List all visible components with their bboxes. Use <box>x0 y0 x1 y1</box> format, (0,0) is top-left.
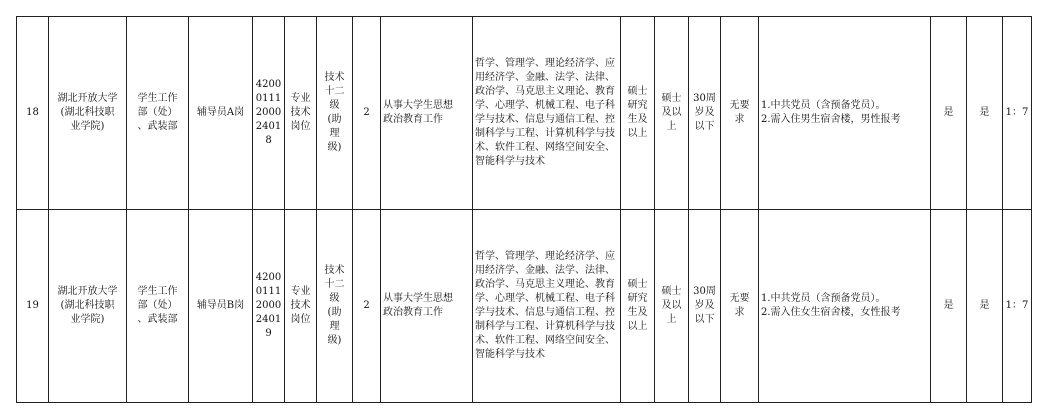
dept-cell: 学生工作 部（处） 、武装部 <box>127 210 189 403</box>
flag1-cell: 是 <box>931 210 967 403</box>
degree-cell: 硕士 及以 上 <box>655 17 689 210</box>
duty-cell: 从事大学生思想 政治教育工作 <box>381 17 473 210</box>
flag2-cell: 是 <box>967 210 1003 403</box>
post-code-cell: 4200 0111 2000 2401 8 <box>253 17 285 210</box>
age-cell: 30周 岁及 以下 <box>689 210 721 403</box>
post-name-cell: 辅导员B岗 <box>189 210 253 403</box>
level-cell: 技术 十二 级 (助 理 级) <box>317 17 353 210</box>
ratio-cell: 1：7 <box>1003 17 1032 210</box>
degree-cell: 硕士 及以 上 <box>655 210 689 403</box>
post-code-cell: 4200 0111 2000 2401 9 <box>253 210 285 403</box>
post-type-cell: 专业 技术 岗位 <box>285 17 317 210</box>
table-row <box>17 17 1032 210</box>
flag2-cell: 是 <box>967 17 1003 210</box>
flag1-cell: 是 <box>931 17 967 210</box>
age-cell: 30周 岁及 以下 <box>689 17 721 210</box>
ratio-cell: 1：7 <box>1003 210 1032 403</box>
table-row <box>17 210 1032 403</box>
experience-cell: 无要 求 <box>721 210 759 403</box>
other-requirements-cell: 1.中共党员（含预备党员）。 2.需入住男生宿舍楼，男性报考 <box>759 17 931 210</box>
unit-cell: 湖北开放大学 (湖北科技职 业学院) <box>49 17 127 210</box>
level-cell: 技术 十二 级 (助 理 级) <box>317 210 353 403</box>
major-cell: 哲学、管理学、理论经济学、应用经济学、金融、法学、法律、政治学、马克思主义理论、教育学、心理学、机械工程、电子科学与技术、信息与通信工程、控制科学与工程、计算机科学与技术、软件工程、网络空间安全、智能科学与技术 <box>473 17 621 210</box>
count-cell: 2 <box>353 17 381 210</box>
duty-cell: 从事大学生思想 政治教育工作 <box>381 210 473 403</box>
other-requirements-cell: 1.中共党员（含预备党员）。 2.需入住女生宿舍楼，女性报考 <box>759 210 931 403</box>
count-cell: 2 <box>353 210 381 403</box>
seq-cell: 18 <box>17 17 49 210</box>
post-name-cell: 辅导员A岗 <box>189 17 253 210</box>
dept-cell: 学生工作 部（处） 、武装部 <box>127 17 189 210</box>
education-cell: 硕士 研究 生及 以上 <box>621 17 655 210</box>
major-cell: 哲学、管理学、理论经济学、应用经济学、金融、法学、法律、政治学、马克思主义理论、教育学、心理学、机械工程、电子科学与技术、信息与通信工程、控制科学与工程、计算机科学与技术、软件工程、网络空间安全、智能科学与技术 <box>473 210 621 403</box>
experience-cell: 无要 求 <box>721 17 759 210</box>
post-type-cell: 专业 技术 岗位 <box>285 210 317 403</box>
unit-cell: 湖北开放大学 (湖北科技职 业学院) <box>49 210 127 403</box>
education-cell: 硕士 研究 生及 以上 <box>621 210 655 403</box>
seq-cell: 19 <box>17 210 49 403</box>
recruitment-table <box>16 16 1032 403</box>
